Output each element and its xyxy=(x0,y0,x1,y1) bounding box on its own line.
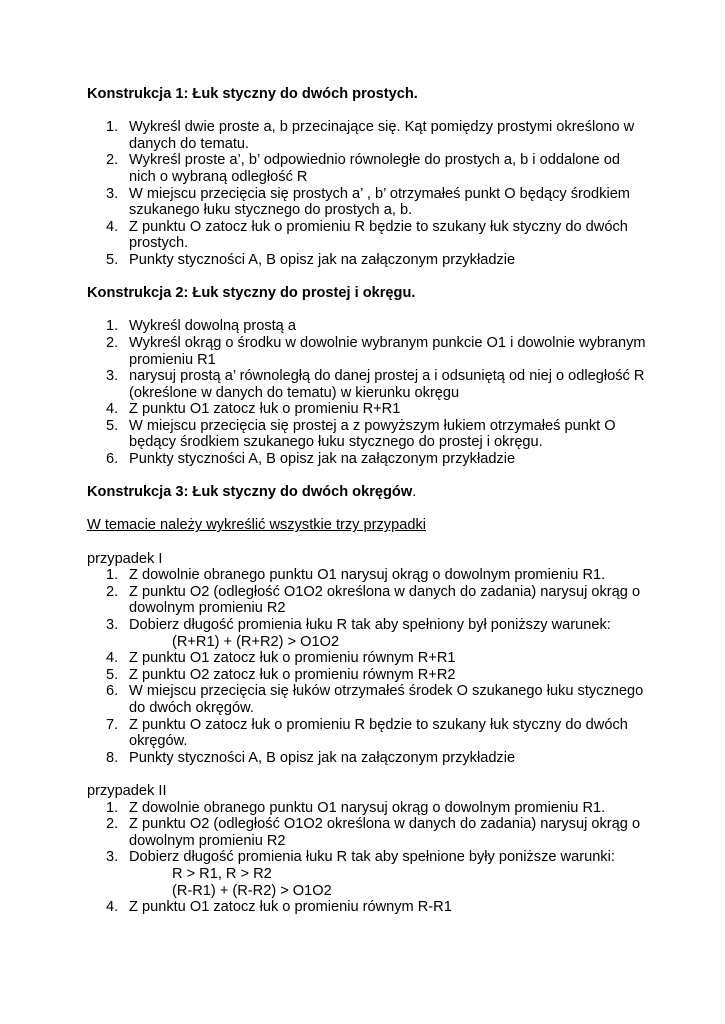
list-item: 7. Z punktu O zatocz łuk o promieniu R będzie to szukany łuk styczny do dwóch okręgów. xyxy=(106,716,628,750)
section-3-heading: Konstrukcja 3: Łuk styczny do dwóch okręgów. xyxy=(87,484,417,501)
list-item: 1. Z dowolnie obranego punktu O1 narysuj okrąg o dowolnym promieniu R1. xyxy=(106,799,606,816)
case-1-list xyxy=(87,567,647,766)
list-item: 2. Wykreśl okrąg o środku w dowolnie wybranym punkcie O1 i dowolnie wybranym promieniu R1 xyxy=(106,334,646,368)
list-item: 3. narysuj prostą a’ równoległą do danej prostej a i odsuniętą od niej o odległość R (określone w danych do tematu) w kierunku okręgu xyxy=(106,368,645,401)
section-1-list xyxy=(87,119,647,268)
case-2-list xyxy=(87,800,647,916)
list-item: 6. W miejscu przecięcia się łuków otrzymałeś środek O szukanego łuku stycznego do dwóch okręgów. xyxy=(106,683,644,716)
list-item: 2. Z punktu O2 (odległość O1O2 określona w danych do zadania) narysuj okrąg o dowolnym promieniu R2 xyxy=(106,583,641,617)
document-page xyxy=(87,86,647,916)
list-item: 5. Z punktu O2 zatocz łuk o promieniu równym R+R2 xyxy=(106,666,456,683)
condition: (R-R1) + (R-R2) > O1O2 xyxy=(172,882,332,899)
list-item: 3. Dobierz długość promienia łuku R tak aby spełnione były poniższe warunki: R > R1, R > R2 (R-R1) + (R-R2) > O1O2 xyxy=(87,849,647,899)
section-3-note: W temacie należy wykreślić wszystkie trzy przypadki xyxy=(87,517,426,534)
section-2-list xyxy=(87,318,647,467)
list-item: 8. Punkty styczności A, B opisz jak na załączonym przykładzie xyxy=(106,749,516,766)
list-item: 3. W miejscu przecięcia się prostych a’ , b’ otrzymałeś punkt O będący środkiem szukanego łuku stycznego do prostych a, b. xyxy=(106,185,630,219)
list-item: 4. Z punktu O1 zatocz łuk o promieniu równym R-R1 xyxy=(106,899,452,916)
list-item: 6. Punkty styczności A, B opisz jak na załączonym przykładzie xyxy=(106,451,516,468)
list-item: 2. Wykreśl proste a’, b’ odpowiednio równoległe do prostych a, b i oddalone od nich o wybraną odległość R xyxy=(106,152,620,185)
list-item: 4. Z punktu O zatocz łuk o promieniu R będzie to szukany łuk styczny do dwóch prostych. xyxy=(106,218,628,252)
condition: R > R1, R > R2 xyxy=(172,865,272,882)
list-item: 4. Z punktu O1 zatocz łuk o promieniu R+R1 xyxy=(106,401,401,418)
condition: (R+R1) + (R+R2) > O1O2 xyxy=(172,633,340,650)
list-item: 2. Z punktu O2 (odległość O1O2 określona w danych do zadania) narysuj okrąg o dowolnym promieniu R2 xyxy=(106,816,641,849)
list-item: 4. Z punktu O1 zatocz łuk o promieniu równym R+R1 xyxy=(106,650,456,667)
list-item: 1. Wykreśl dowolną prostą a xyxy=(106,318,296,335)
case-2-label: przypadek II xyxy=(87,782,167,799)
case-1-label: przypadek I xyxy=(87,550,163,567)
list-item: 1. Wykreśl dwie proste a, b przecinające się. Kąt pomiędzy prostymi określono w danych do tematu. xyxy=(106,119,635,152)
list-item: 3. Dobierz długość promienia łuku R tak aby spełniony był poniższy warunek: (R+R1) + (R+R2) > O1O2 xyxy=(87,617,647,650)
list-item: 5. Punkty styczności A, B opisz jak na załączonym przykładzie xyxy=(106,251,516,268)
list-item: 5. W miejscu przecięcia się prostej a z powyższym łukiem otrzymałeś punkt O będący środkiem szukanego łuku stycznego do prostej i okręgu. xyxy=(106,417,616,451)
list-item: 1. Z dowolnie obranego punktu O1 narysuj okrąg o dowolnym promieniu R1. xyxy=(106,567,606,584)
section-2-heading: Konstrukcja 2: Łuk styczny do prostej i okręgu. xyxy=(87,285,416,302)
section-1-heading: Konstrukcja 1: Łuk styczny do dwóch prostych. xyxy=(87,86,418,102)
